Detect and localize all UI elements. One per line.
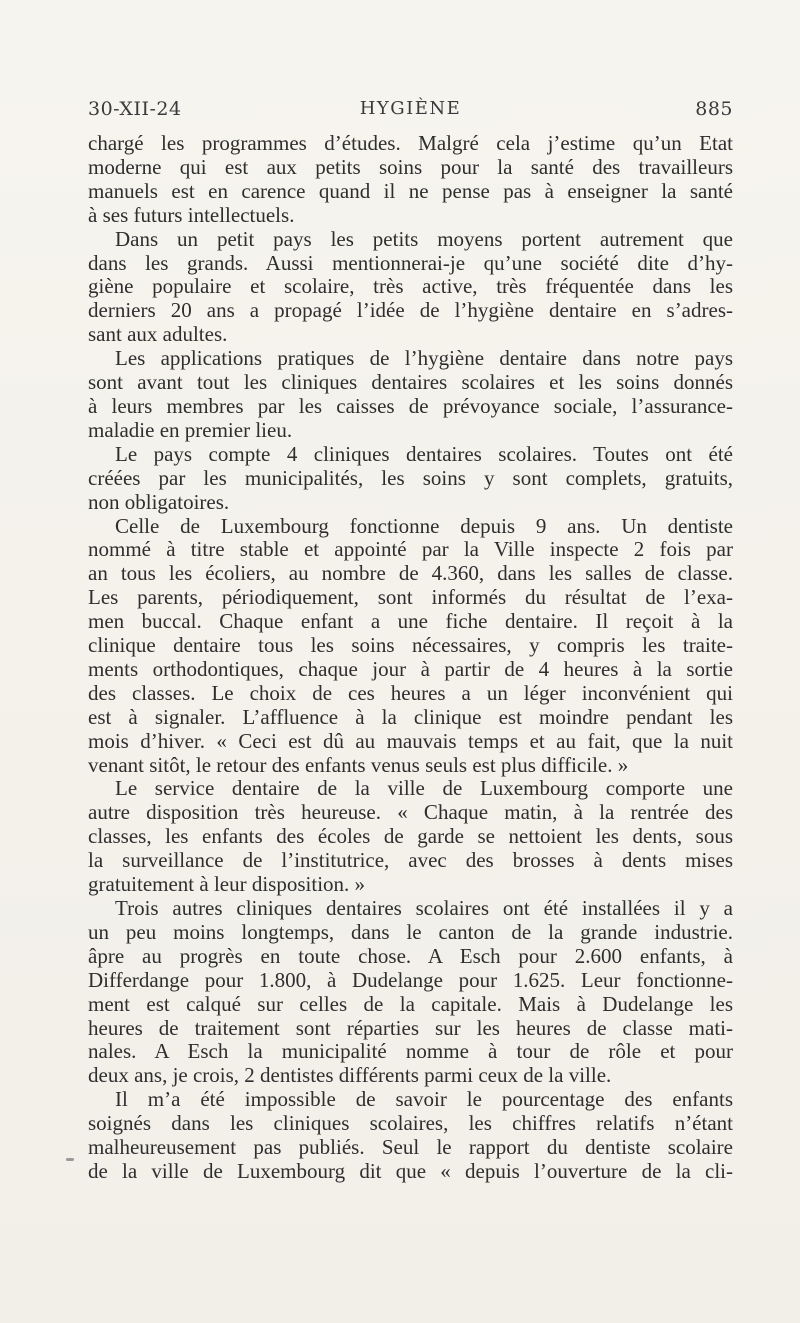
- margin-speck: [66, 1158, 74, 1161]
- text-line: Le service dentaire de la ville de Luxembourg comporte une: [115, 776, 733, 801]
- text-line: est à signaler. L’affluence à la clinique est moindre pendant les: [88, 704, 733, 729]
- text-line: âpre au progrès en toute chose. A Esch pour 2.600 enfants, à: [88, 943, 733, 968]
- text-line: autre disposition très heureuse. « Chaque matin, à la rentrée des: [88, 800, 733, 825]
- page-number: 885: [695, 98, 733, 120]
- text-line: créées par les municipalités, les soins y sont complets, gratuits,: [88, 465, 733, 490]
- text-line: ments orthodontiques, chaque jour à partir de 4 heures à la sortie: [88, 656, 733, 681]
- text-line: à ses futurs intellectuels.: [88, 202, 295, 227]
- text-line: manuels est en carence quand il ne pense pas à enseigner la santé: [88, 178, 733, 203]
- text-line: un peu moins longtemps, dans le canton de la grande industrie.: [88, 919, 733, 944]
- text-line: malheureusement pas publiés. Seul le rapport du dentiste scolaire: [88, 1135, 733, 1160]
- text-line: Le pays compte 4 cliniques dentaires scolaires. Toutes ont été: [115, 441, 733, 466]
- text-line: Differdange pour 1.800, à Dudelange pour 1.625. Leur fonctionne-: [88, 967, 733, 992]
- text-line: giène populaire et scolaire, très active, très fréquentée dans les: [88, 274, 733, 299]
- header-date: 30-XII-24: [88, 98, 182, 120]
- running-header: [88, 98, 733, 128]
- text-line: ment est calqué sur celles de la capitale. Mais à Dudelange les: [88, 991, 733, 1016]
- text-line: Dans un petit pays les petits moyens portent autrement que: [115, 226, 733, 251]
- text-line: sant aux adultes.: [88, 322, 228, 347]
- text-line: classes, les enfants des écoles de garde se nettoient les dents, sous: [88, 824, 733, 849]
- text-line: non obligatoires.: [88, 489, 230, 514]
- text-line: Il m’a été impossible de savoir le pourcentage des enfants: [115, 1087, 733, 1112]
- text-line: dans les grands. Aussi mentionnerai-je qu’une société dite d’hy-: [88, 250, 733, 275]
- text-line: Les applications pratiques de l’hygiène dentaire dans notre pays: [115, 346, 733, 371]
- text-line: des classes. Le choix de ces heures a un léger inconvénient qui: [88, 680, 733, 705]
- text-line: mois d’hiver. « Ceci est dû au mauvais temps et au fait, que la nuit: [88, 728, 733, 753]
- text-line: clinique dentaire tous les soins nécessaires, y compris les traite-: [88, 633, 733, 658]
- text-line: Les parents, périodiquement, sont informés du résultat de l’exa-: [88, 585, 733, 610]
- text-line: nales. A Esch la municipalité nomme à tour de rôle et pour: [88, 1039, 733, 1064]
- text-line: gratuitement à leur disposition. »: [88, 872, 366, 897]
- text-line: heures de traitement sont réparties sur les heures de classe mati-: [88, 1015, 733, 1040]
- text-line: an tous les écoliers, au nombre de 4.360, dans les salles de classe.: [88, 561, 733, 586]
- text-line: Celle de Luxembourg fonctionne depuis 9 ans. Un dentiste: [115, 513, 733, 538]
- text-line: moderne qui est aux petits soins pour la santé des travailleurs: [88, 154, 733, 179]
- text-line: maladie en premier lieu.: [88, 417, 293, 442]
- text-line: derniers 20 ans a propagé l’idée de l’hygiène dentaire en s’adres-: [88, 298, 733, 323]
- article-body: [88, 132, 733, 1184]
- header-title: HYGIÈNE: [359, 98, 462, 119]
- text-line: sont avant tout les cliniques dentaires scolaires et les soins donnés: [88, 370, 733, 395]
- text-line: nommé à titre stable et appointé par la Ville inspecte 2 fois par: [88, 537, 733, 562]
- text-line: à leurs membres par les caisses de prévoyance sociale, l’assurance-: [88, 393, 733, 418]
- text-line: la surveillance de l’institutrice, avec des brosses à dents mises: [88, 848, 733, 873]
- text-line: de la ville de Luxembourg dit que « depuis l’ouverture de la cli-: [88, 1158, 733, 1183]
- text-line: deux ans, je crois, 2 dentistes différents parmi ceux de la ville.: [88, 1063, 612, 1088]
- text-line: men buccal. Chaque enfant a une fiche dentaire. Il reçoit à la: [88, 609, 733, 634]
- text-line: Trois autres cliniques dentaires scolaires ont été installées il y a: [115, 896, 733, 920]
- text-line: venant sitôt, le retour des enfants venus seuls est plus difficile. »: [88, 752, 629, 777]
- text-line: chargé les programmes d’études. Malgré cela j’estime qu’un Etat: [88, 131, 733, 155]
- text-line: soignés dans les cliniques scolaires, les chiffres relatifs n’étant: [88, 1111, 733, 1136]
